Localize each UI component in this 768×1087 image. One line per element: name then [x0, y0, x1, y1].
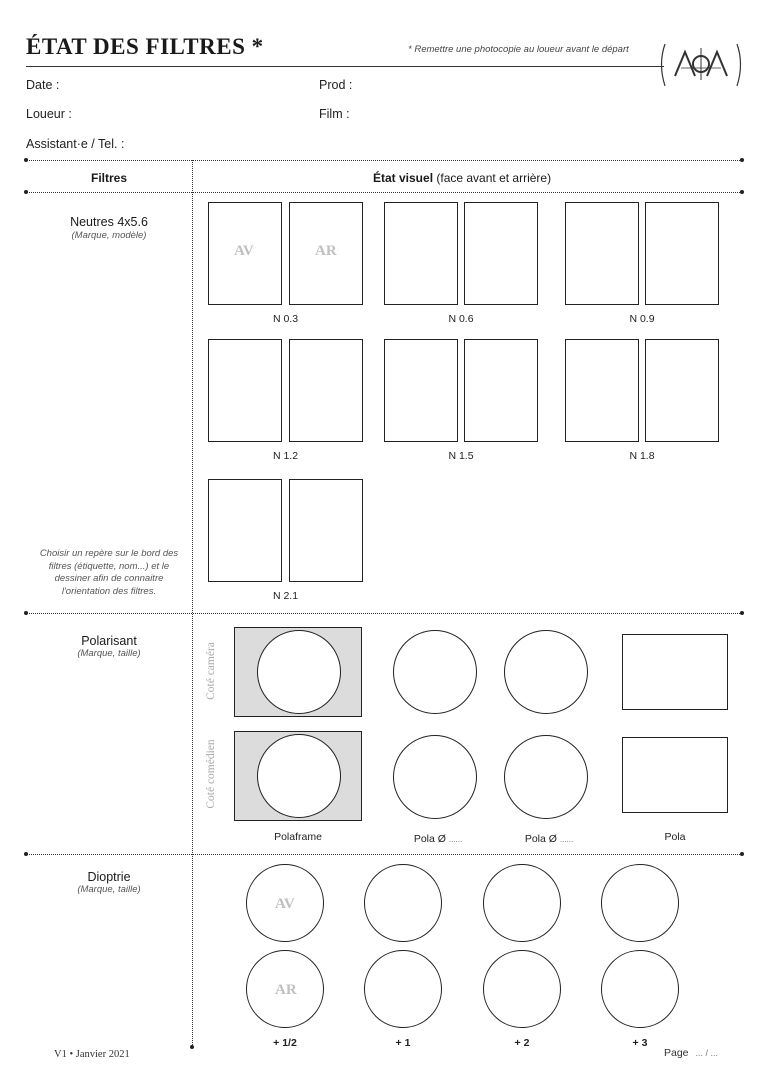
date-field[interactable]: Date : [26, 78, 60, 92]
pola-round-1-size-blank[interactable]: ...... [448, 835, 463, 844]
etat-visuel-bold: État visuel [373, 171, 434, 185]
diopter-label-1: + 1 [395, 1037, 411, 1049]
header-bottom-line [26, 192, 742, 193]
side-camera-label: Coté caméra [205, 642, 217, 700]
diopter-1-front[interactable] [364, 864, 442, 942]
column-divider-end [190, 1045, 194, 1049]
pola-round-2-label [499, 833, 599, 845]
page-label: Page [664, 1047, 689, 1059]
filter-n06-front[interactable] [384, 202, 458, 305]
pola-round-2-size-blank[interactable]: ...... [559, 835, 574, 844]
filter-n09-front[interactable] [565, 202, 639, 305]
film-field[interactable]: Film : [319, 107, 350, 121]
column-divider [192, 160, 193, 1047]
filter-n18-back[interactable] [645, 339, 719, 442]
prod-field[interactable]: Prod : [319, 78, 353, 92]
pola-rect-camera[interactable] [622, 634, 728, 710]
diopter-label-3: + 3 [632, 1037, 648, 1049]
pola-round-2-label-text: Pola Ø [524, 833, 557, 845]
pola-round-1-camera[interactable] [393, 630, 477, 714]
filter-n12-back[interactable] [289, 339, 363, 442]
filter-label-n12: N 1.2 [272, 450, 299, 462]
dioptrie-subtitle: (Marque, taille) [77, 884, 141, 895]
neutres-subtitle: (Marque, modèle) [71, 230, 147, 241]
photocopy-note: * Remettre une photocopie au loueur avant le départ [408, 44, 629, 55]
table-top-line [26, 160, 742, 161]
diopter-label-2: + 2 [514, 1037, 530, 1049]
filter-n15-back[interactable] [464, 339, 538, 442]
loueur-field[interactable]: Loueur : [26, 107, 72, 121]
polaframe-comedien-circle[interactable] [257, 734, 341, 818]
diopter-av-watermark: AV [275, 896, 295, 912]
diopter-2-back[interactable] [483, 950, 561, 1028]
diopter-2-front[interactable] [483, 864, 561, 942]
assistant-field[interactable]: Assistant·e / Tel. : [26, 137, 125, 151]
polaframe-camera[interactable] [234, 627, 362, 717]
filter-n18-front[interactable] [565, 339, 639, 442]
pola-round-1-label-text: Pola Ø [413, 833, 446, 845]
filter-n12-front[interactable] [208, 339, 282, 442]
filter-label-n06: N 0.6 [448, 313, 474, 325]
etat-visuel-detail: (face avant et arrière) [433, 171, 552, 185]
filter-n06-back[interactable] [464, 202, 538, 305]
filter-n21-back[interactable] [289, 479, 363, 582]
polaframe-comedien[interactable] [234, 731, 362, 821]
neutres-title: Neutres 4x5.6 [70, 215, 148, 229]
ar-watermark: AR [315, 243, 337, 259]
diopter-1-back[interactable] [364, 950, 442, 1028]
pola-round-2-comedien[interactable] [504, 735, 588, 819]
diopter-3-front[interactable] [601, 864, 679, 942]
title-divider [26, 66, 664, 67]
pola-round-1-comedien[interactable] [393, 735, 477, 819]
av-watermark: AV [234, 243, 254, 259]
pola-round-1-label [388, 833, 488, 845]
diopter-3-back[interactable] [601, 950, 679, 1028]
pola-rect-label: Pola [664, 831, 686, 843]
filter-label-n15: N 1.5 [448, 450, 474, 462]
neutres-bottom-line [26, 613, 742, 614]
neutres-orientation-note: Choisir un repère sur le bord des filtres (étiquette, nom...) et le dessiner afin de connaitre l'orientation des filtres. [39, 548, 179, 597]
diopter-label-half: + 1/2 [273, 1037, 297, 1049]
polarisant-bottom-line [26, 854, 742, 855]
version-footer: V1 • Janvier 2021 [54, 1049, 130, 1060]
filter-label-n03: N 0.3 [272, 313, 299, 325]
filter-n21-front[interactable] [208, 479, 282, 582]
filter-label-n09: N 0.9 [629, 313, 655, 325]
pola-round-2-camera[interactable] [504, 630, 588, 714]
side-comedien-label: Coté comédien [205, 739, 217, 809]
pola-rect-comedien[interactable] [622, 737, 728, 813]
etat-visuel-column-header [373, 171, 551, 185]
polarisant-title: Polarisant [81, 634, 137, 648]
aoa-logo [657, 40, 745, 90]
page-numbers[interactable]: ... / ... [695, 1048, 718, 1058]
polaframe-camera-circle[interactable] [257, 630, 341, 714]
filtres-column-header: Filtres [90, 171, 127, 185]
polarisant-subtitle: (Marque, taille) [77, 648, 141, 659]
diopter-ar-watermark: AR [275, 982, 297, 998]
filter-n15-front[interactable] [384, 339, 458, 442]
filter-label-n18: N 1.8 [629, 450, 655, 462]
filter-n09-back[interactable] [645, 202, 719, 305]
page-title: ÉTAT DES FILTRES * [26, 34, 264, 59]
polaframe-label: Polaframe [274, 831, 322, 843]
filter-label-n21: N 2.1 [272, 590, 299, 602]
page-footer [664, 1047, 718, 1059]
dioptrie-title: Dioptrie [87, 870, 131, 884]
